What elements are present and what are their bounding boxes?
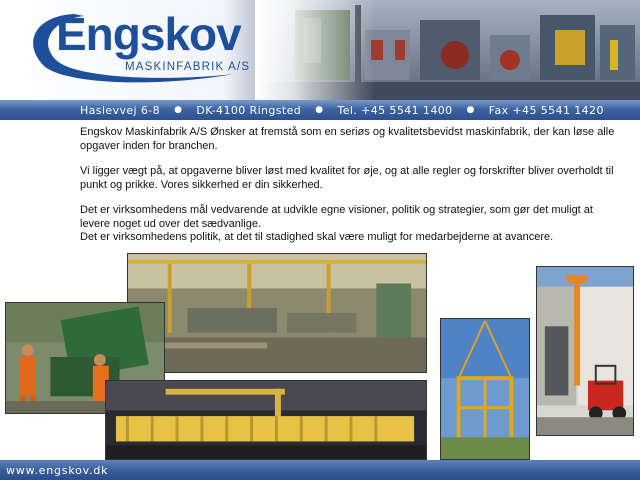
steel-beam-photo xyxy=(105,380,427,460)
workshop-hall-photo xyxy=(127,253,427,373)
brand-subtitle: MASKINFABRIK A/S xyxy=(125,61,251,73)
address-street: Haslevvej 6-8 xyxy=(80,103,161,117)
address-bar xyxy=(0,100,640,120)
paragraph-policy: Det er virksomhedens politik, at det til stadighed skal være muligt for medarbejderne at avancere. xyxy=(80,231,554,243)
paragraph-quality: Vi ligger vægt på, at opgaverne bliver løst med kvalitet for øje, og at alle regler og forskrifter bliver overholdt til punkt og prikke. Vores sikkerhed er din sikkerhed. xyxy=(80,165,614,191)
footer-bar xyxy=(0,460,640,480)
separator-dot: ● xyxy=(466,105,475,115)
brand-name: Engskov xyxy=(56,8,241,60)
company-logo[interactable] xyxy=(14,4,264,94)
steel-beam-image xyxy=(106,381,426,459)
separator-dot: ● xyxy=(174,105,183,115)
header-photo-fade xyxy=(255,0,375,100)
paragraph-vision: Det er virksomhedens mål vedvarende at udvikle egne visioner, politik og strategier, som gør det muligt at levere noget ud over det sædvanlige. xyxy=(80,204,593,230)
paragraph-intro: Engskov Maskinfabrik A/S Ønsker at fremstå som en seriøs og kvalitetsbevidst maskinfabrik, der kan løse alle opgaver inden for branchen. xyxy=(80,126,615,152)
header-banner xyxy=(0,0,640,100)
address-city: DK-4100 Ringsted xyxy=(196,103,302,117)
lifting-cage-image xyxy=(441,319,529,459)
forklift-photo xyxy=(536,266,634,436)
fax-number: Fax +45 5541 1420 xyxy=(488,103,604,117)
website-link[interactable]: www.engskov.dk xyxy=(6,463,109,477)
phone-number[interactable]: Tel. +45 5541 1400 xyxy=(337,103,453,117)
separator-dot: ● xyxy=(315,105,324,115)
forklift-image xyxy=(537,267,633,435)
lifting-cage-photo xyxy=(440,318,530,460)
workshop-hall-image xyxy=(128,254,426,372)
intro-text xyxy=(80,126,620,257)
